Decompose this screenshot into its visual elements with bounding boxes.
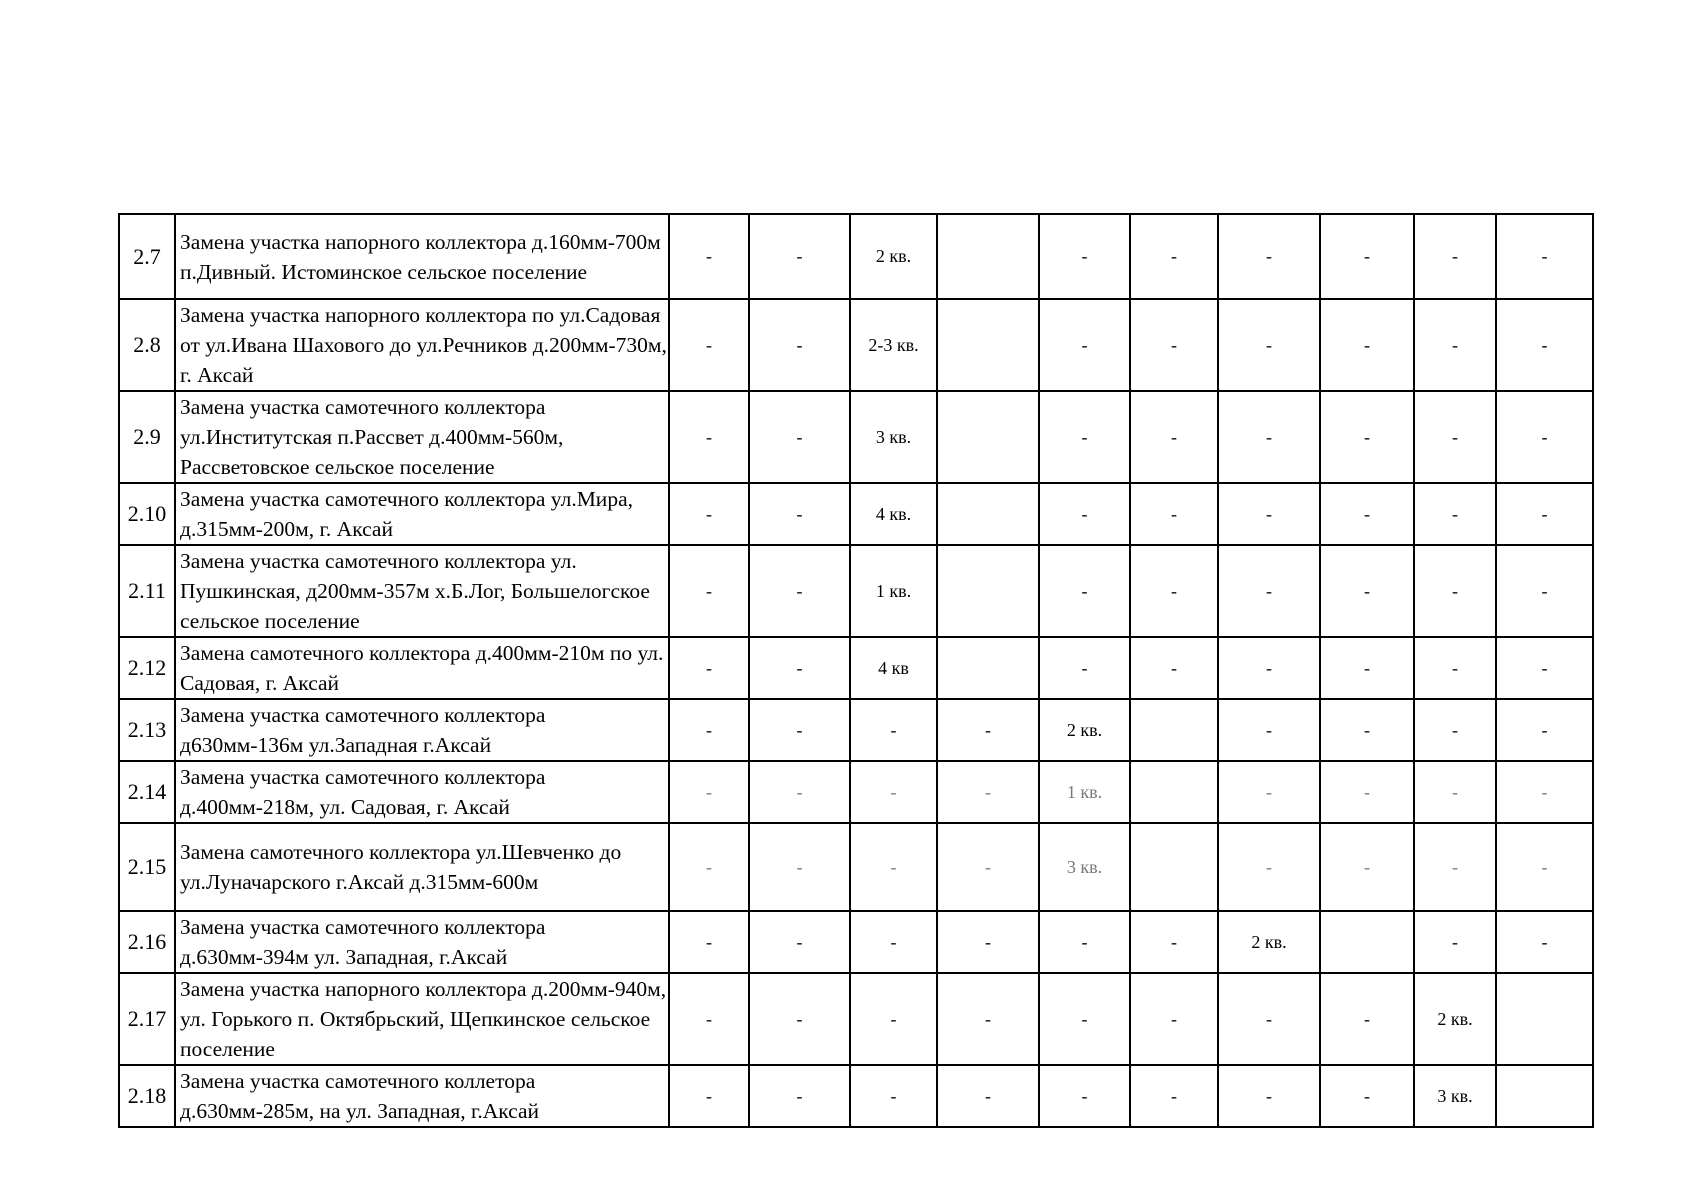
schedule-cell: -	[749, 1065, 850, 1127]
schedule-cell: -	[1039, 545, 1130, 637]
schedule-cell: -	[937, 911, 1039, 973]
schedule-cell: -	[669, 637, 749, 699]
schedule-cell: -	[749, 637, 850, 699]
schedule-cell: -	[1414, 699, 1496, 761]
schedule-cell: -	[1218, 391, 1320, 483]
row-description: Замена участка напорного коллектора д.160мм-700м п.Дивный. Истоминское сельское поселение	[175, 214, 669, 299]
table-row	[119, 483, 1593, 545]
row-description: Замена участка напорного коллектора по ул.Садовая от ул.Ивана Шахового до ул.Речников д.200мм-730м, г. Аксай	[175, 299, 669, 391]
row-number: 2.13	[119, 699, 175, 761]
schedule-cell: -	[1414, 823, 1496, 911]
schedule-cell: -	[1218, 637, 1320, 699]
schedule-cell: 1 кв.	[850, 545, 937, 637]
row-number: 2.11	[119, 545, 175, 637]
schedule-cell: 4 кв	[850, 637, 937, 699]
schedule-cell: 2 кв.	[850, 214, 937, 299]
schedule-cell: -	[1496, 299, 1593, 391]
schedule-cell: -	[850, 1065, 937, 1127]
schedule-cell: -	[1218, 823, 1320, 911]
schedule-cell: -	[669, 911, 749, 973]
schedule-cell	[1130, 761, 1218, 823]
table-row	[119, 973, 1593, 1065]
schedule-cell: -	[1218, 299, 1320, 391]
table-row	[119, 911, 1593, 973]
schedule-cell: -	[1414, 911, 1496, 973]
schedule-cell: -	[1039, 299, 1130, 391]
row-number: 2.18	[119, 1065, 175, 1127]
schedule-cell: -	[749, 299, 850, 391]
work-plan-table	[118, 213, 1594, 1128]
row-number: 2.14	[119, 761, 175, 823]
schedule-cell: -	[669, 391, 749, 483]
schedule-cell: 2 кв.	[1218, 911, 1320, 973]
schedule-cell: -	[850, 973, 937, 1065]
schedule-cell: 3 кв.	[850, 391, 937, 483]
schedule-cell: -	[669, 973, 749, 1065]
row-number: 2.10	[119, 483, 175, 545]
schedule-cell: -	[749, 823, 850, 911]
schedule-cell: 2 кв.	[1039, 699, 1130, 761]
schedule-cell: -	[1130, 973, 1218, 1065]
schedule-cell: -	[850, 823, 937, 911]
row-description: Замена участка самотечного коллектора ул.Мира, д.315мм-200м, г. Аксай	[175, 483, 669, 545]
schedule-cell: -	[1320, 1065, 1414, 1127]
row-description: Замена участка самотечного коллектора ул. Пушкинская, д200мм-357м х.Б.Лог, Большелогское сельское поселение	[175, 545, 669, 637]
schedule-cell: -	[1130, 637, 1218, 699]
schedule-cell: -	[1496, 637, 1593, 699]
schedule-cell: -	[669, 823, 749, 911]
row-number: 2.16	[119, 911, 175, 973]
schedule-cell	[1130, 699, 1218, 761]
schedule-cell: -	[749, 761, 850, 823]
table-row	[119, 637, 1593, 699]
schedule-cell: -	[1130, 545, 1218, 637]
schedule-cell: -	[1130, 483, 1218, 545]
schedule-cell	[937, 391, 1039, 483]
schedule-cell: 2-3 кв.	[850, 299, 937, 391]
schedule-cell: -	[937, 699, 1039, 761]
schedule-cell: -	[850, 699, 937, 761]
schedule-cell: -	[1130, 1065, 1218, 1127]
schedule-cell: -	[749, 483, 850, 545]
schedule-cell: -	[1496, 391, 1593, 483]
row-description: Замена участка самотечного коллектора д630мм-136м ул.Западная г.Аксай	[175, 699, 669, 761]
schedule-cell: -	[1039, 973, 1130, 1065]
schedule-cell: -	[1320, 545, 1414, 637]
schedule-cell: -	[850, 761, 937, 823]
schedule-cell: -	[1320, 761, 1414, 823]
schedule-cell: -	[1130, 391, 1218, 483]
schedule-cell: -	[1320, 214, 1414, 299]
schedule-cell: -	[669, 483, 749, 545]
schedule-cell: -	[1218, 699, 1320, 761]
schedule-cell	[937, 299, 1039, 391]
schedule-cell: -	[937, 823, 1039, 911]
row-description: Замена участка напорного коллектора д.200мм-940м, ул. Горького п. Октябрьский, Щепкинское сельское поселение	[175, 973, 669, 1065]
row-number: 2.7	[119, 214, 175, 299]
schedule-cell: -	[1130, 214, 1218, 299]
table-body	[119, 214, 1593, 1127]
schedule-cell: -	[1039, 1065, 1130, 1127]
schedule-cell: -	[1320, 637, 1414, 699]
row-number: 2.9	[119, 391, 175, 483]
schedule-cell: 1 кв.	[1039, 761, 1130, 823]
schedule-cell: -	[669, 1065, 749, 1127]
schedule-cell: -	[1320, 299, 1414, 391]
table-row	[119, 545, 1593, 637]
schedule-cell: -	[1414, 545, 1496, 637]
schedule-cell: -	[1320, 391, 1414, 483]
row-number: 2.8	[119, 299, 175, 391]
row-description: Замена участка самотечного коллектора ул.Институтская п.Рассвет д.400мм-560м, Рассветовское сельское поселение	[175, 391, 669, 483]
schedule-cell: -	[1218, 761, 1320, 823]
schedule-cell: -	[1496, 483, 1593, 545]
schedule-cell: -	[749, 973, 850, 1065]
schedule-cell: -	[749, 214, 850, 299]
schedule-cell: -	[1414, 214, 1496, 299]
schedule-cell: -	[749, 699, 850, 761]
schedule-cell: -	[1414, 391, 1496, 483]
schedule-cell: 2 кв.	[1414, 973, 1496, 1065]
table-row	[119, 1065, 1593, 1127]
row-number: 2.12	[119, 637, 175, 699]
schedule-cell: -	[1320, 483, 1414, 545]
row-description: Замена участка самотечного коллетора д.630мм-285м, на ул. Западная, г.Аксай	[175, 1065, 669, 1127]
schedule-cell: -	[1130, 911, 1218, 973]
schedule-cell	[1320, 911, 1414, 973]
schedule-cell	[1496, 973, 1593, 1065]
schedule-cell: -	[669, 214, 749, 299]
schedule-cell: -	[1130, 299, 1218, 391]
schedule-cell: -	[749, 391, 850, 483]
table-row	[119, 823, 1593, 911]
schedule-cell: -	[1039, 911, 1130, 973]
schedule-cell	[937, 637, 1039, 699]
schedule-cell	[937, 545, 1039, 637]
schedule-cell: -	[749, 545, 850, 637]
schedule-cell: -	[1496, 761, 1593, 823]
schedule-cell: -	[1414, 637, 1496, 699]
schedule-cell: -	[1218, 1065, 1320, 1127]
schedule-cell: -	[1320, 699, 1414, 761]
schedule-cell: 4 кв.	[850, 483, 937, 545]
schedule-cell: -	[1320, 973, 1414, 1065]
schedule-cell: -	[850, 911, 937, 973]
schedule-cell: -	[1039, 637, 1130, 699]
schedule-cell: -	[1218, 973, 1320, 1065]
row-description: Замена участка самотечного коллектора д.400мм-218м, ул. Садовая, г. Аксай	[175, 761, 669, 823]
row-description: Замена самотечного коллектора ул.Шевченко до ул.Луначарского г.Аксай д.315мм-600м	[175, 823, 669, 911]
schedule-cell: 3 кв.	[1414, 1065, 1496, 1127]
schedule-cell: -	[1496, 911, 1593, 973]
schedule-cell: -	[669, 699, 749, 761]
schedule-cell: -	[1218, 214, 1320, 299]
schedule-cell: -	[1039, 214, 1130, 299]
schedule-cell: -	[1496, 214, 1593, 299]
schedule-cell: -	[937, 1065, 1039, 1127]
schedule-cell: -	[1218, 545, 1320, 637]
row-number: 2.17	[119, 973, 175, 1065]
schedule-cell: 3 кв.	[1039, 823, 1130, 911]
schedule-cell: -	[1218, 483, 1320, 545]
schedule-cell: -	[937, 761, 1039, 823]
table-row	[119, 699, 1593, 761]
row-description: Замена самотечного коллектора д.400мм-210м по ул. Садовая, г. Аксай	[175, 637, 669, 699]
schedule-cell: -	[1496, 699, 1593, 761]
schedule-cell: -	[669, 299, 749, 391]
schedule-cell: -	[1414, 299, 1496, 391]
schedule-cell	[1496, 1065, 1593, 1127]
schedule-cell: -	[749, 911, 850, 973]
schedule-cell: -	[1320, 823, 1414, 911]
schedule-cell: -	[1039, 483, 1130, 545]
schedule-cell	[937, 483, 1039, 545]
table-row	[119, 391, 1593, 483]
table-row	[119, 761, 1593, 823]
schedule-cell: -	[1039, 391, 1130, 483]
schedule-cell: -	[669, 761, 749, 823]
table-row	[119, 214, 1593, 299]
schedule-cell: -	[937, 973, 1039, 1065]
schedule-cell: -	[669, 545, 749, 637]
schedule-cell: -	[1414, 761, 1496, 823]
table-row	[119, 299, 1593, 391]
schedule-cell	[1130, 823, 1218, 911]
schedule-cell: -	[1496, 545, 1593, 637]
schedule-cell	[937, 214, 1039, 299]
row-number: 2.15	[119, 823, 175, 911]
schedule-cell: -	[1414, 483, 1496, 545]
schedule-cell: -	[1496, 823, 1593, 911]
row-description: Замена участка самотечного коллектора д.630мм-394м ул. Западная, г.Аксай	[175, 911, 669, 973]
